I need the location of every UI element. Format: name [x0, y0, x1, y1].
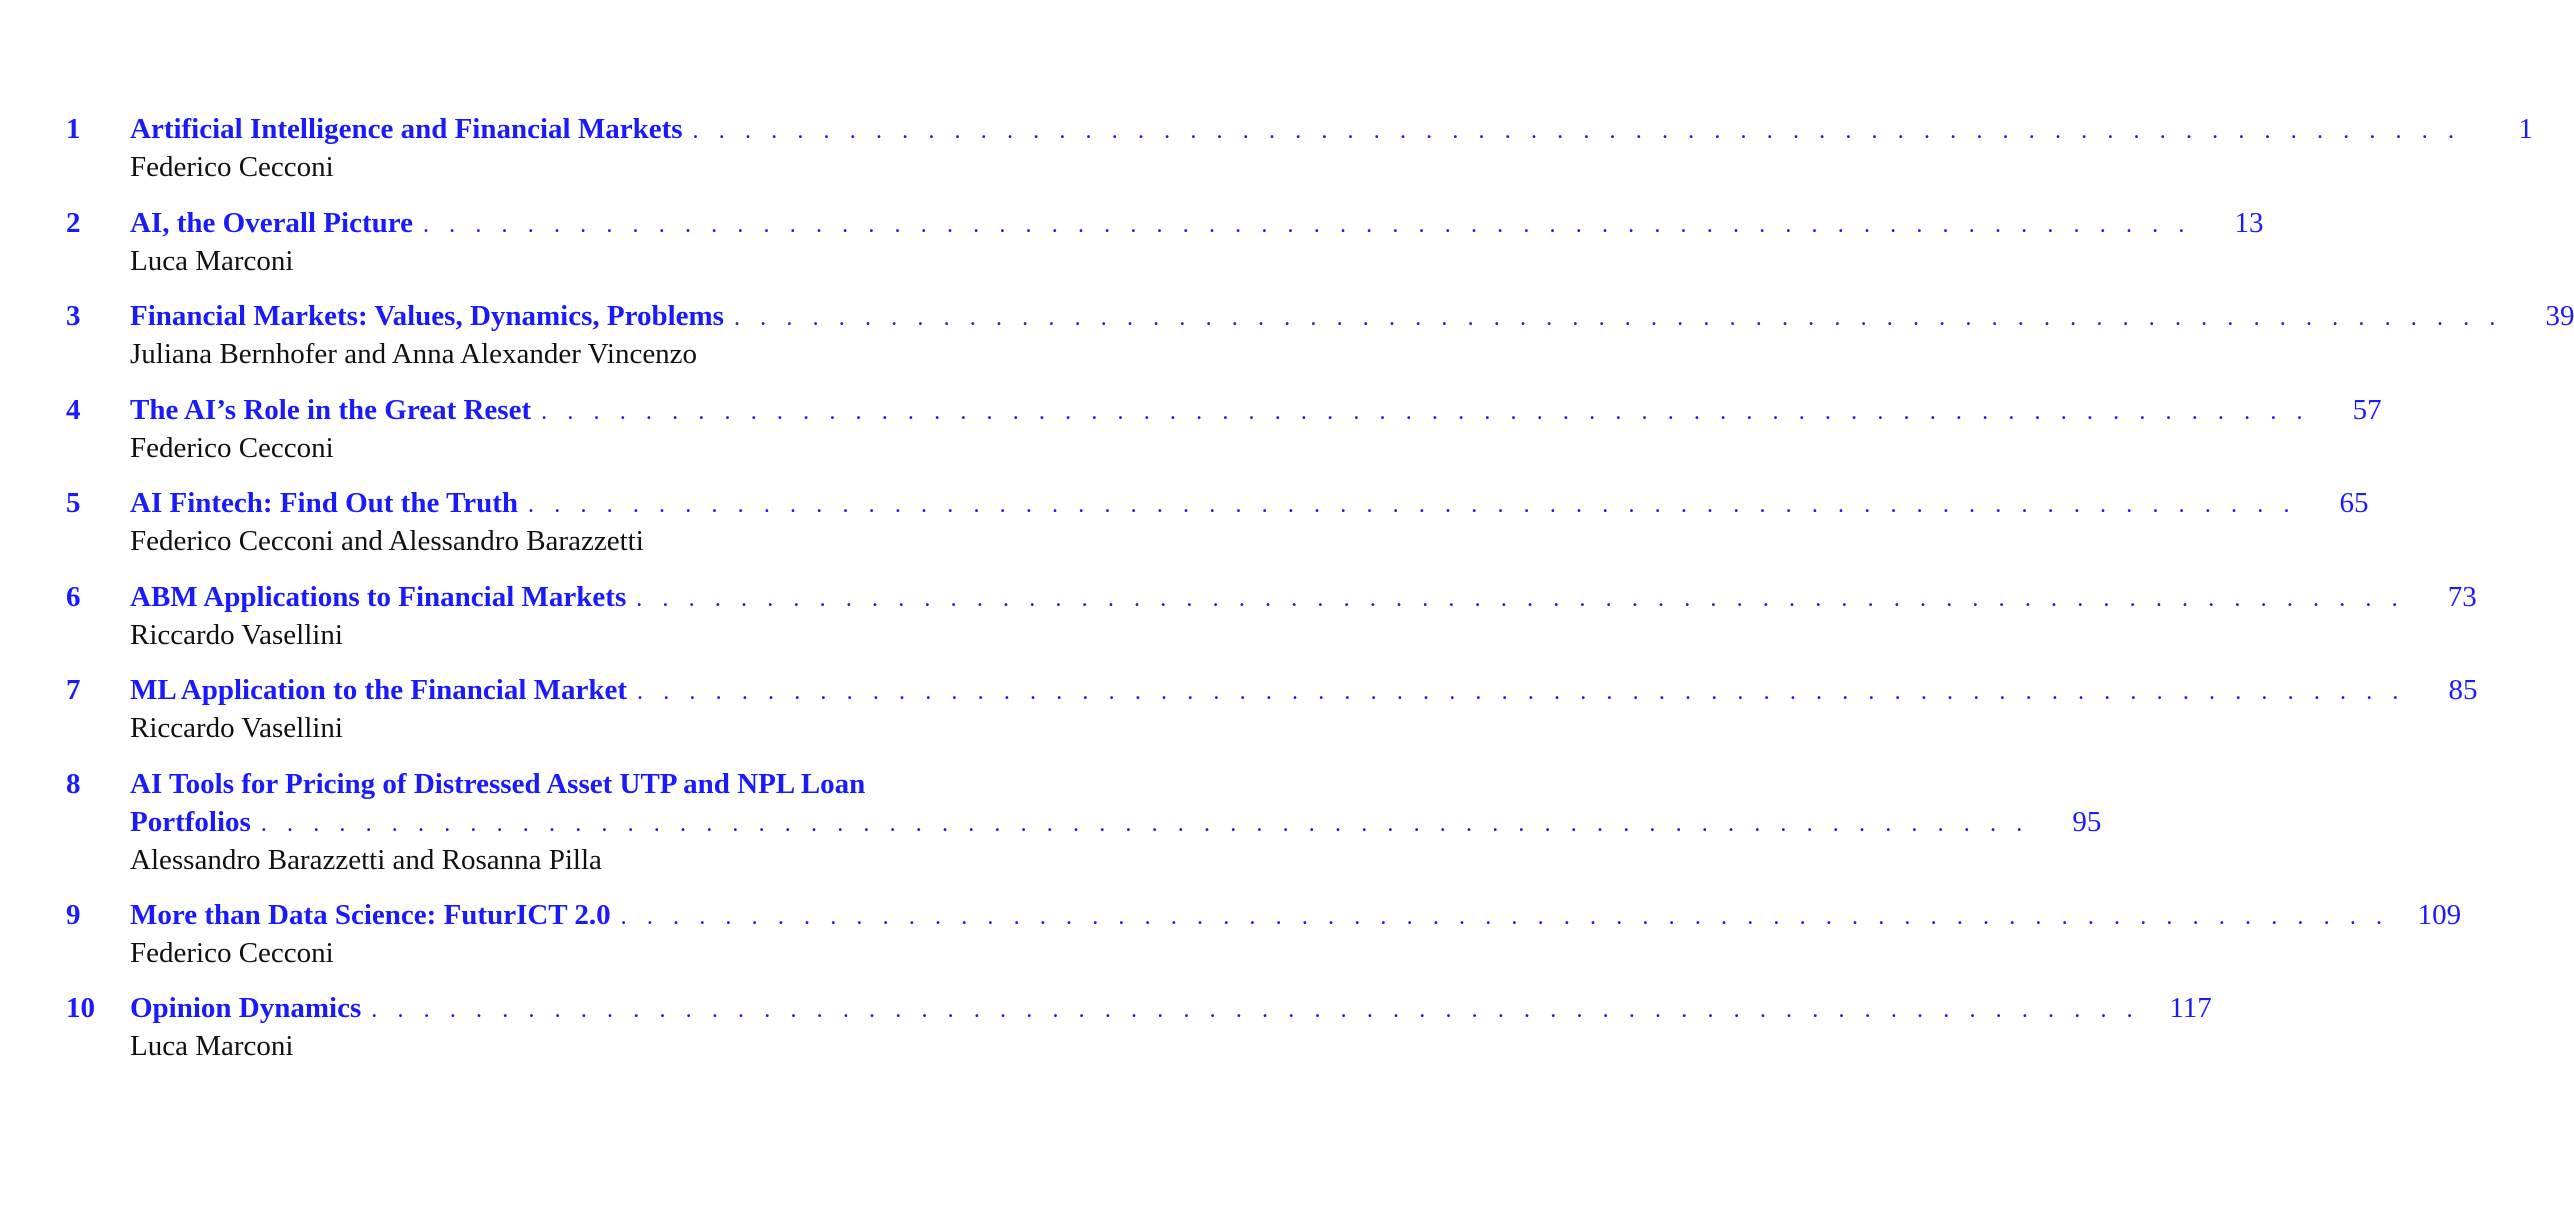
page-number-link[interactable]: 117 — [2169, 992, 2212, 1024]
chapter-author: Federico Cecconi — [130, 936, 334, 969]
leader-dots: . . . . . . . . . . . . . . . . . . . . . . . . . . . . . . . . . . . . . . . . . . . . . . . . . . . . . . . . . . . . . . . . . . . . — [260, 810, 2030, 837]
chapter-title-link[interactable]: ABM Applications to Financial Markets — [130, 580, 627, 613]
toc-entry — [0, 108, 2534, 202]
toc-entry — [0, 669, 2478, 763]
chapter-author: Federico Cecconi — [130, 151, 334, 183]
chapter-title-line[interactable] — [130, 578, 2477, 616]
chapter-title-link[interactable]: Financial Markets: Values, Dynamics, Problems — [130, 300, 724, 332]
chapter-title-link[interactable]: AI Tools for Pricing of Distressed Asset UTP and NPL Loan — [130, 767, 866, 800]
chapter-number: 3 — [66, 300, 81, 332]
chapter-number: 9 — [66, 898, 81, 931]
chapter-author: Luca Marconi — [130, 1030, 294, 1062]
chapter-title-line[interactable] — [130, 297, 2574, 335]
toc-entry — [0, 389, 2382, 483]
toc-entry — [0, 894, 2462, 988]
chapter-number: 1 — [66, 113, 81, 145]
chapter-number: 7 — [66, 674, 81, 706]
chapter-title-line[interactable] — [130, 110, 2534, 148]
leader-dots: . . . . . . . . . . . . . . . . . . . . . . . . . . . . . . . . . . . . . . . . . . . . . . . . . . . . . . . . . . . . . . . . . . . . — [692, 118, 2462, 144]
leader-dots: . . . . . . . . . . . . . . . . . . . . . . . . . . . . . . . . . . . . . . . . . . . . . . . . . . . . . . . . . . . . . . . . . . . . — [528, 492, 2297, 518]
chapter-title-line[interactable] — [130, 391, 2382, 429]
leader-dots: . . . . . . . . . . . . . . . . . . . . . . . . . . . . . . . . . . . . . . . . . . . . . . . . . . . . . . . . . . . . . . . . . . . . — [541, 398, 2310, 425]
page-number-link[interactable]: 39 — [2545, 300, 2574, 332]
page-number-link[interactable]: 109 — [2417, 898, 2462, 931]
leader-dots: . . . . . . . . . . . . . . . . . . . . . . . . . . . . . . . . . . . . . . . . . . . . . . . . . . . . . . . . . . . . . . . . . . . . — [733, 305, 2503, 331]
chapter-title-link[interactable]: AI Fintech: Find Out the Truth — [130, 487, 519, 519]
chapter-number: 8 — [66, 767, 81, 800]
chapter-title-line[interactable] — [130, 204, 2264, 242]
chapter-number: 6 — [66, 580, 81, 613]
page-number-link[interactable]: 85 — [2448, 674, 2478, 706]
table-of-contents — [0, 108, 2574, 1081]
chapter-title-line[interactable] — [130, 765, 1106, 803]
leader-dots: . . . . . . . . . . . . . . . . . . . . . . . . . . . . . . . . . . . . . . . . . . . . . . . . . . . . . . . . . . . . . . . . . . . . — [422, 211, 2192, 238]
leader-dots: . . . . . . . . . . . . . . . . . . . . . . . . . . . . . . . . . . . . . . . . . . . . . . . . . . . . . . . . . . . . . . . . . . . . — [620, 903, 2390, 930]
chapter-title-link[interactable]: The AI’s Role in the Great Reset — [130, 393, 532, 426]
page-number-link[interactable]: 95 — [2072, 805, 2102, 838]
chapter-author: Federico Cecconi and Alessandro Barazzetti — [130, 525, 644, 557]
chapter-author: Riccardo Vasellini — [130, 618, 343, 651]
chapter-title-line[interactable] — [130, 671, 2478, 709]
leader-dots: . . . . . . . . . . . . . . . . . . . . . . . . . . . . . . . . . . . . . . . . . . . . . . . . . . . . . . . . . . . . . . . . . . . . — [371, 997, 2140, 1023]
leader-dots: . . . . . . . . . . . . . . . . . . . . . . . . . . . . . . . . . . . . . . . . . . . . . . . . . . . . . . . . . . . . . . . . . . . . — [636, 585, 2405, 612]
page-number-link[interactable]: 13 — [2234, 206, 2264, 239]
chapter-title-link[interactable]: AI, the Overall Picture — [130, 206, 413, 239]
chapter-number: 4 — [66, 393, 81, 426]
toc-entry — [0, 482, 2369, 576]
chapter-title-line[interactable] — [130, 484, 2369, 522]
toc-entry — [0, 763, 2102, 894]
chapter-number: 10 — [66, 992, 95, 1024]
chapter-title-link[interactable]: Portfolios — [130, 805, 251, 838]
chapter-title-line[interactable] — [130, 989, 2212, 1027]
chapter-title-link[interactable]: Artificial Intelligence and Financial Markets — [130, 113, 683, 145]
toc-entry — [0, 202, 2264, 296]
toc-entry — [0, 576, 2477, 670]
chapter-author: Juliana Bernhofer and Anna Alexander Vincenzo — [130, 338, 698, 370]
leader-dots: . . . . . . . . . . . . . . . . . . . . . . . . . . . . . . . . . . . . . . . . . . . . . . . . . . . . . . . . . . . . . . . . . . . . — [637, 679, 2406, 705]
chapter-number: 2 — [66, 206, 81, 239]
chapter-title-line[interactable] — [130, 803, 2102, 841]
toc-entry — [0, 987, 2212, 1081]
toc-entry — [0, 295, 2574, 389]
page-number-link[interactable]: 65 — [2339, 487, 2369, 519]
chapter-author: Alessandro Barazzetti and Rosanna Pilla — [130, 843, 602, 876]
chapter-author: Federico Cecconi — [130, 431, 334, 464]
chapter-title-line[interactable] — [130, 896, 2462, 934]
chapter-title-link[interactable]: ML Application to the Financial Market — [130, 674, 628, 706]
chapter-number: 5 — [66, 487, 81, 519]
chapter-author: Riccardo Vasellini — [130, 712, 343, 744]
chapter-author: Luca Marconi — [130, 244, 294, 277]
page-number-link[interactable]: 57 — [2352, 393, 2382, 426]
page-number-link[interactable]: 1 — [2518, 113, 2534, 145]
chapter-title-link[interactable]: Opinion Dynamics — [130, 992, 362, 1024]
page-number-link[interactable]: 73 — [2447, 580, 2477, 613]
chapter-title-link[interactable]: More than Data Science: FuturICT 2.0 — [130, 898, 611, 931]
